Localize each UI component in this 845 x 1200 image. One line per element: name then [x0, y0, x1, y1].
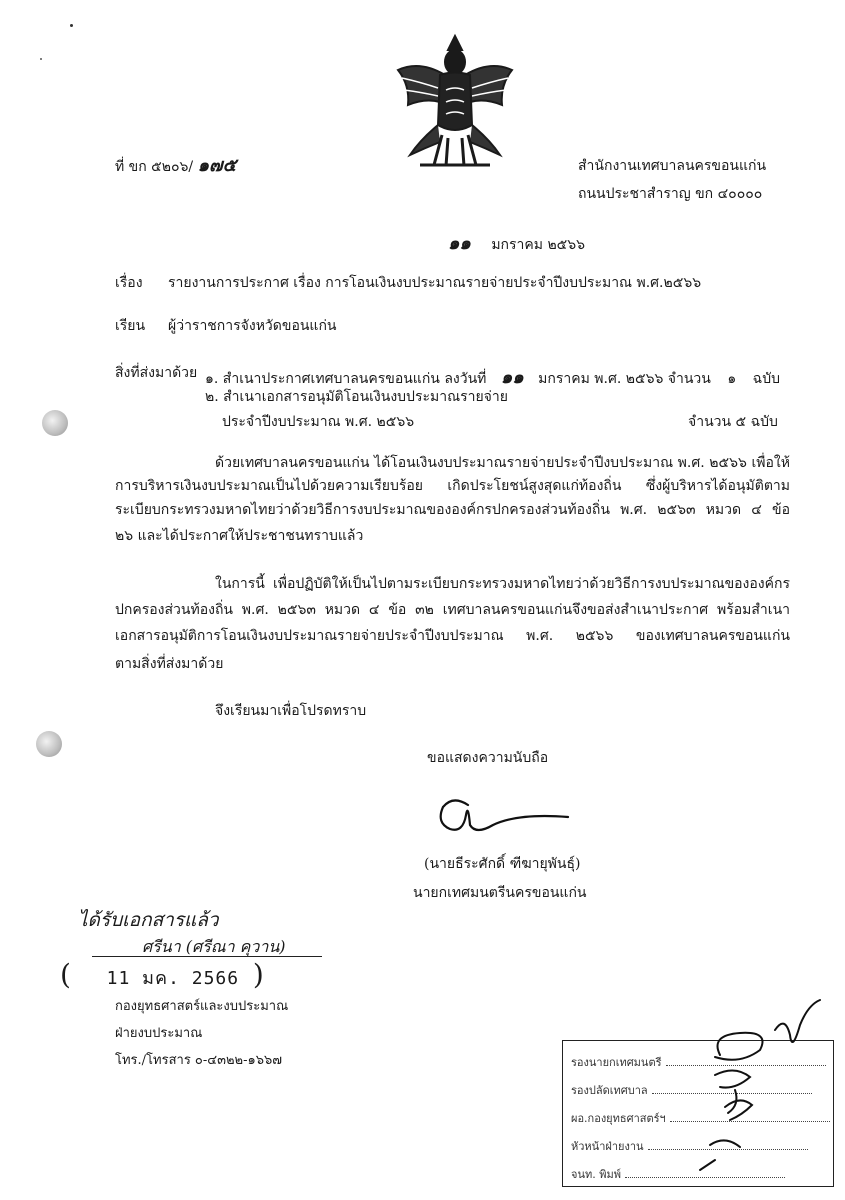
binder-hole: [42, 410, 68, 436]
paragraph-1-line-2: การบริหารเงินงบประมาณเป็นไปด้วยความเรียบร้อย เกิดประโยชน์สูงสุดแก่ท้องถิ่น ซึ่งผู้บริหารได้อนุมัติตาม: [115, 478, 790, 494]
received-stamp: ( 11 มค. 2566 ): [60, 958, 264, 991]
received-note-line2: ศรีนา (ศรีณา คุวาน): [142, 937, 286, 956]
paragraph-2-line-1: ในการนี้ เพื่อปฏิบัติให้เป็นไปตามระเบียบกระทรวงมหาดไทยว่าด้วยวิธีการงบประมาณขององค์กร: [215, 576, 790, 592]
letter-date: [448, 228, 585, 257]
approval-row-label: รองนายกเทศมนตรี: [571, 1056, 662, 1069]
scan-speck: [40, 58, 42, 60]
paragraph-2-line-3: เอกสารอนุมัติการโอนเงินงบประมาณรายจ่ายประจำปีงบประมาณ พ.ศ. ๒๕๖๖ ของเทศบาลนครขอนแก่น: [115, 628, 790, 644]
paragraph-1-line-1: ด้วยเทศบาลนครขอนแก่น ได้โอนเงินงบประมาณรายจ่ายประจำปีงบประมาณ พ.ศ. ๒๕๖๖ เพื่อให้: [215, 455, 790, 471]
reference-prefix: ที่ ขก ๕๒๐๖/: [115, 159, 194, 175]
reference-handwritten: ๑๗๕: [197, 155, 237, 176]
approval-initials: [680, 995, 830, 1180]
date-month-year: มกราคม ๒๕๖๖: [491, 237, 586, 253]
approval-row-label: หัวหน้าฝ่ายงาน: [571, 1140, 644, 1153]
enclosure-1-text-b: มกราคม พ.ศ. ๒๕๖๖ จำนวน: [538, 371, 711, 387]
office-name: สำนักงานเทศบาลนครขอนแก่น: [578, 158, 767, 174]
reference-number: [115, 150, 236, 179]
closing-salutation: ขอแสดงความนับถือ: [427, 750, 549, 766]
enclosures-label: สิ่งที่ส่งมาด้วย: [115, 365, 198, 381]
subject-text: รายงานการประกาศ เรื่อง การโอนเงินงบประมาณรายจ่ายประจำปีงบประมาณ พ.ศ.๒๕๖๖: [168, 275, 702, 291]
date-day-handwritten: ๑๑: [448, 233, 471, 254]
signature-image: [428, 785, 578, 840]
enclosure-2-line2: ประจำปีงบประมาณ พ.ศ. ๒๕๖๖: [222, 414, 415, 430]
closing-request: จึงเรียนมาเพื่อโปรดทราบ: [215, 703, 367, 719]
office-address: ถนนประชาสำราญ ขก ๔๐๐๐๐: [578, 186, 763, 202]
signer-name: (นายธีระศักดิ์ ฑีฆายุพันธุ์): [424, 856, 581, 872]
enclosure-1-unit: ฉบับ: [752, 371, 780, 387]
binder-hole: [36, 731, 62, 757]
approval-row-label: จนท. พิมพ์: [571, 1168, 621, 1181]
subject-label: เรื่อง: [115, 275, 143, 291]
enclosure-2-line1: ๒. สำเนาเอกสารอนุมัติโอนเงินงบประมาณรายจ่าย: [205, 389, 508, 405]
enclosure-1-day-handwritten: ๑๑: [500, 367, 524, 388]
enclosure-1-text: ๑. สำเนาประกาศเทศบาลนครขอนแก่น ลงวันที่: [205, 371, 487, 387]
paragraph-1-line-4: ๒๖ และได้ประกาศให้ประชาชนทราบแล้ว: [115, 528, 364, 544]
to-label: เรียน: [115, 318, 146, 334]
contact-section: ฝ่ายงบประมาณ: [115, 1026, 203, 1041]
paragraph-2-line-4: ตามสิ่งที่ส่งมาด้วย: [115, 656, 224, 672]
received-note-line1: ได้รับเอกสารแล้ว: [78, 909, 219, 931]
paragraph-2-line-2: ปกครองส่วนท้องถิ่น พ.ศ. ๒๕๖๓ หมวด ๔ ข้อ ๓๒ เทศบาลนครขอนแก่นจึงขอส่งสำเนาประกาศ พร้อมสำเนา: [115, 602, 790, 618]
contact-dept: กองยุทธศาสตร์และงบประมาณ: [115, 999, 289, 1014]
scan-speck: [70, 24, 73, 27]
to-text: ผู้ว่าราชการจังหวัดขอนแก่น: [168, 318, 337, 334]
received-note-underline: [92, 956, 322, 957]
approval-row-label: รองปลัดเทศบาล: [571, 1084, 648, 1097]
paragraph-1-line-3: ระเบียบกระทรวงมหาดไทยว่าด้วยวิธีการงบประมาณขององค์กรปกครองส่วนท้องถิ่น พ.ศ. ๒๕๖๓ หมวด ๔ ข้อ: [115, 502, 790, 518]
signer-title: นายกเทศมนตรีนครขอนแก่น: [413, 885, 587, 901]
enclosure-2-count: จำนวน ๕ ฉบับ: [688, 414, 778, 430]
enclosure-1-count: ๑: [727, 371, 737, 387]
approval-row-label: ผอ.กองยุทธศาสตร์ฯ: [571, 1112, 666, 1125]
contact-phone: โทร./โทรสาร ๐-๔๓๒๒-๑๖๖๗: [115, 1053, 283, 1068]
garuda-emblem: [390, 30, 520, 170]
stamp-date: 11 มค. 2566: [106, 968, 240, 989]
